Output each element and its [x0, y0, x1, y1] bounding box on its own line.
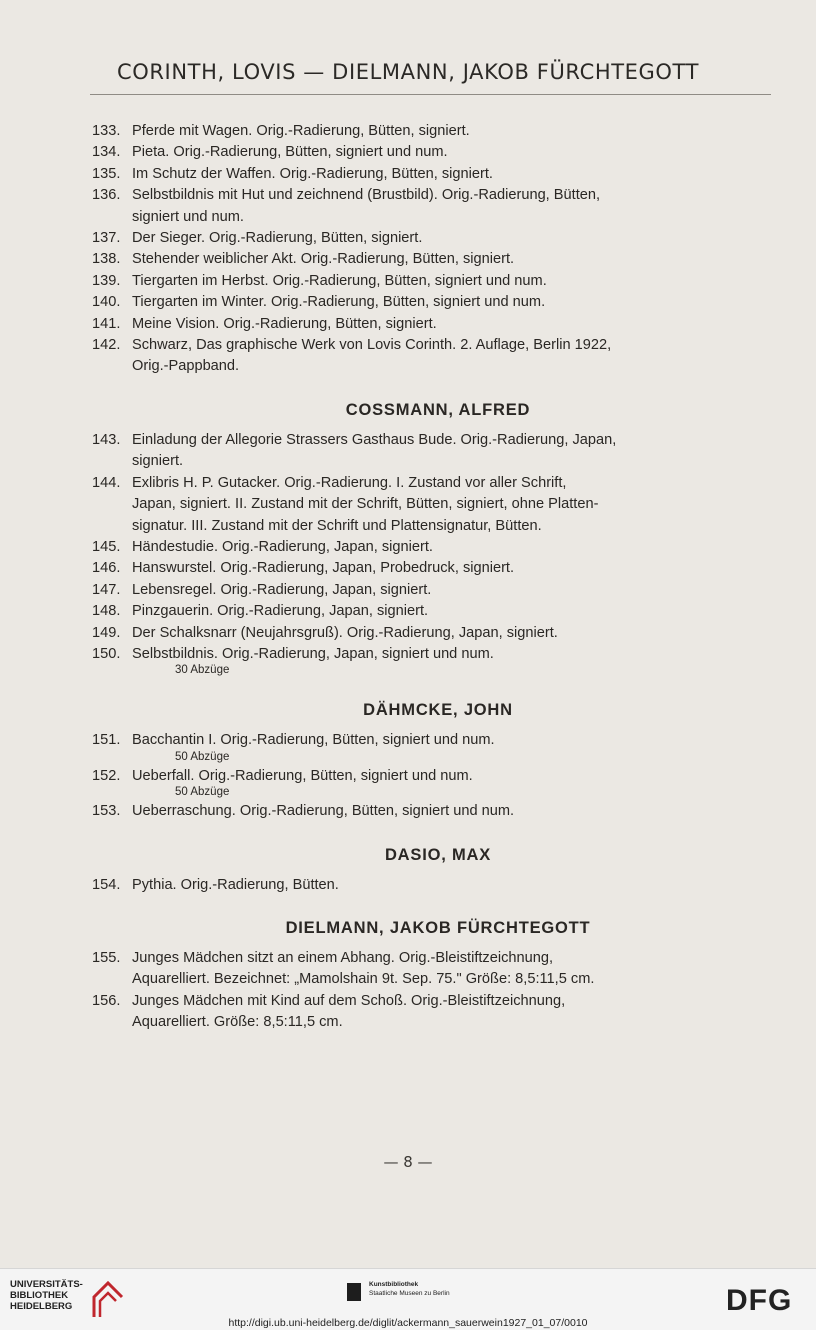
- entry-text-line: Einladung der Allegorie Strassers Gasthaus Bude. Orig.-Radierung, Japan,: [132, 431, 617, 448]
- entry-text-line: Bacchantin I. Orig.-Radierung, Bütten, signiert und num.: [132, 732, 495, 749]
- catalog-entry: [92, 292, 784, 313]
- catalog-entry: [92, 991, 784, 1034]
- entry-text-line: Der Sieger. Orig.-Radierung, Bütten, signiert.: [132, 230, 423, 247]
- entry-text-line: Junges Mädchen sitzt an einem Abhang. Orig.-Bleistiftzeichnung,: [132, 949, 554, 966]
- kb-subtitle: Staatliche Museen zu Berlin: [369, 1289, 450, 1297]
- entry-number: 141.: [92, 315, 121, 332]
- entry-number: 138.: [92, 251, 121, 268]
- entry-number: 151.: [92, 732, 121, 749]
- entry-text-line: Japan, signiert. II. Zustand mit der Schrift, Bütten, signiert, ohne Platten-: [132, 496, 599, 513]
- catalog-entry: [92, 271, 784, 292]
- edition-note: 50 Abzüge: [175, 750, 230, 763]
- entry-text-line: Meine Vision. Orig.-Radierung, Bütten, signiert.: [132, 315, 437, 332]
- source-url[interactable]: http://digi.ub.uni-heidelberg.de/diglit/ackermann_sauerwein1927_01_07/0010: [228, 1317, 588, 1329]
- artist-heading: DASIO, MAX: [384, 845, 492, 864]
- catalog-entry: [92, 623, 784, 644]
- entry-number: 143.: [92, 431, 121, 448]
- entry-text-line: Tiergarten im Herbst. Orig.-Radierung, Bütten, signiert und num.: [132, 272, 547, 289]
- entry-number: 147.: [92, 581, 121, 598]
- entry-number: 135.: [92, 165, 121, 182]
- entry-number: 155.: [92, 949, 121, 966]
- entry-text-line: Der Schalksnarr (Neujahrsgruß). Orig.-Radierung, Japan, signiert.: [132, 624, 558, 641]
- entry-text-line: Schwarz, Das graphische Werk von Lovis Corinth. 2. Auflage, Berlin 1922,: [132, 337, 612, 354]
- entry-text-line: signiert.: [132, 453, 184, 470]
- entry-text-line: signiert und num.: [132, 208, 244, 225]
- catalog-entry: [92, 430, 784, 473]
- entry-number: 154.: [92, 876, 121, 893]
- entry-number: 145.: [92, 538, 121, 555]
- entry-text-line: signatur. III. Zustand mit der Schrift und Plattensignatur, Bütten.: [132, 517, 542, 534]
- entry-text-line: Pythia. Orig.-Radierung, Bütten.: [132, 876, 339, 893]
- entry-number: 137.: [92, 230, 121, 247]
- entry-text-line: Aquarelliert. Größe: 8,5:11,5 cm.: [132, 1014, 343, 1031]
- entry-text-line: Selbstbildnis mit Hut und zeichnend (Brustbild). Orig.-Radierung, Bütten,: [132, 187, 601, 204]
- entry-text-line: Ueberfall. Orig.-Radierung, Bütten, signiert und num.: [132, 767, 473, 784]
- catalog-entry: [92, 335, 784, 378]
- catalog-entry: [92, 558, 784, 579]
- running-head: CORINTH, LOVIS — DIELMANN, JAKOB FÜRCHTEGOTT: [116, 60, 700, 84]
- entry-number: 140.: [92, 294, 121, 311]
- entry-text-line: Tiergarten im Winter. Orig.-Radierung, Bütten, signiert und num.: [132, 294, 546, 311]
- entry-number: 153.: [92, 803, 121, 820]
- entry-number: 136.: [92, 187, 121, 204]
- university-seal-icon: [90, 1279, 126, 1319]
- entry-number: 152.: [92, 767, 121, 784]
- catalog-entry: [92, 580, 784, 601]
- edition-note: 30 Abzüge: [175, 664, 230, 677]
- university-library-logo: [10, 1279, 120, 1319]
- entry-text-line: Ueberraschung. Orig.-Radierung, Bütten, signiert und num.: [132, 803, 515, 820]
- entry-text-line: Selbstbildnis. Orig.-Radierung, Japan, signiert und num.: [132, 645, 494, 662]
- entry-text-line: Pinzgauerin. Orig.-Radierung, Japan, signiert.: [132, 603, 429, 620]
- entry-number: 133.: [92, 123, 121, 139]
- entry-number: 150.: [92, 645, 121, 662]
- entry-number: 144.: [92, 474, 121, 491]
- entry-text-line: Hanswurstel. Orig.-Radierung, Japan, Probedruck, signiert.: [132, 560, 515, 577]
- catalog-entry: [92, 185, 784, 228]
- catalog-entry: [92, 801, 784, 822]
- entry-number: 134.: [92, 144, 121, 161]
- entry-text-line: Lebensregel. Orig.-Radierung, Japan, signiert.: [132, 581, 432, 598]
- artist-heading: DÄHMCKE, JOHN: [363, 701, 513, 720]
- header-rule: [90, 94, 771, 95]
- kunstbibliothek-icon: [347, 1283, 361, 1301]
- entry-text-line: Händestudie. Orig.-Radierung, Japan, signiert.: [132, 538, 433, 555]
- entry-number: 142.: [92, 337, 121, 354]
- catalog-entry: [92, 121, 784, 142]
- page-number: — 8 —: [383, 1153, 433, 1171]
- catalog-entry: [92, 473, 784, 537]
- entry-number: 148.: [92, 603, 121, 620]
- edition-note: 50 Abzüge: [175, 786, 230, 799]
- uni-line-1: UNIVERSITÄTS-: [10, 1279, 83, 1290]
- catalog-entry: [92, 766, 784, 787]
- catalog-entry: [92, 314, 784, 335]
- entry-text-line: Orig.-Pappband.: [132, 358, 240, 375]
- catalog-entry: [92, 601, 784, 622]
- catalog-entry: [92, 249, 784, 270]
- entry-text-line: Pieta. Orig.-Radierung, Bütten, signiert und num.: [132, 144, 448, 161]
- entry-text-line: Stehender weiblicher Akt. Orig.-Radierung, Bütten, signiert.: [132, 251, 515, 268]
- entry-number: 139.: [92, 272, 121, 289]
- kb-title: Kunstbibliothek: [369, 1281, 419, 1288]
- entry-number: 156.: [92, 992, 121, 1009]
- entry-number: 146.: [92, 560, 121, 577]
- catalog-content: [92, 121, 784, 1034]
- uni-line-3: HEIDELBERG: [10, 1301, 73, 1312]
- entry-text-line: Aquarelliert. Bezeichnet: „Mamolshain 9t. Sep. 75." Größe: 8,5:11,5 cm.: [132, 971, 595, 988]
- catalog-entry: [92, 142, 784, 163]
- catalog-entry: [92, 164, 784, 185]
- uni-line-2: BIBLIOTHEK: [10, 1290, 69, 1301]
- catalog-entry: [92, 644, 784, 665]
- entry-text-line: Exlibris H. P. Gutacker. Orig.-Radierung. I. Zustand vor aller Schrift,: [132, 474, 567, 491]
- entry-number: 149.: [92, 624, 121, 641]
- artist-heading: COSSMANN, ALFRED: [345, 400, 531, 419]
- catalog-entry: [92, 948, 784, 991]
- digitization-footer: [0, 1268, 816, 1330]
- catalog-entry: [92, 228, 784, 249]
- entry-text-line: Im Schutz der Waffen. Orig.-Radierung, Bütten, signiert.: [132, 165, 493, 182]
- entry-text-line: Pferde mit Wagen. Orig.-Radierung, Bütten, signiert.: [132, 123, 470, 139]
- catalog-entry: [92, 537, 784, 558]
- catalog-entry: [92, 875, 784, 896]
- artist-heading: DIELMANN, JAKOB FÜRCHTEGOTT: [285, 918, 591, 937]
- dfg-logo: DFG: [726, 1284, 793, 1317]
- catalog-entry: [92, 730, 784, 751]
- entry-text-line: Junges Mädchen mit Kind auf dem Schoß. Orig.-Bleistiftzeichnung,: [132, 992, 566, 1009]
